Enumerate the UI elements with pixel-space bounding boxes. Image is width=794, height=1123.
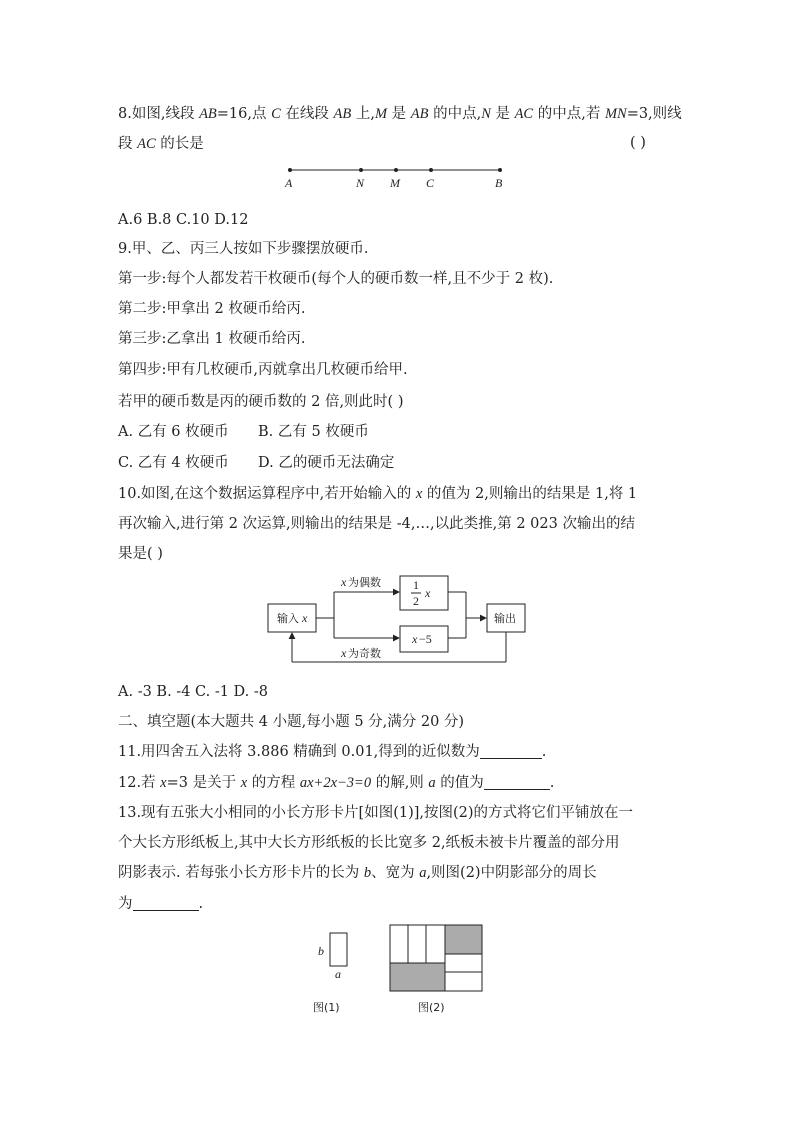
q13-line3 — [118, 864, 597, 882]
point-dot — [359, 168, 363, 172]
minus-value: −5 — [419, 632, 432, 646]
point-label-c: C — [426, 176, 435, 190]
q13-text: 阴影表示. 若每张小长方形卡片的长为 — [118, 865, 364, 881]
q11-line — [118, 743, 546, 761]
q8-text: 的长是 — [155, 136, 204, 152]
fig2-caption: 图(2) — [418, 1001, 445, 1014]
shaded-region-bottom — [390, 963, 445, 991]
q8-line2 — [118, 135, 204, 153]
q8-line1 — [118, 105, 682, 123]
q9-title: 9.甲、乙、丙三人按如下步骤摆放硬币. — [118, 241, 369, 257]
q9-option-a: A. 乙有 6 枚硬币 — [118, 424, 229, 440]
q11-text: 11.用四舍五入法将 3.886 精确到 0.01,得到的近似数为 — [118, 744, 480, 760]
q9-option-d: D. 乙的硬币无法确定 — [258, 455, 395, 471]
q10-line1 — [118, 485, 637, 503]
point-dot — [498, 168, 502, 172]
point-label-b: B — [495, 176, 503, 190]
q13-answer-blank — [133, 896, 199, 911]
q8-text: 的中点, — [428, 106, 482, 122]
q9-option-b: B. 乙有 5 枚硬币 — [258, 424, 369, 440]
q13-line1: 13.现有五张大小相同的小长方形卡片[如图(1)],按图(2)的方式将它们平铺放在一 — [118, 805, 634, 821]
q12-var: x — [160, 775, 167, 791]
q13-text: 为 — [118, 896, 133, 912]
q12-var: x — [240, 775, 248, 791]
q8-var: MN — [604, 106, 627, 122]
fig1-b-label: b — [318, 944, 324, 958]
input-label: 输入 — [277, 612, 299, 625]
q12-text: 是关于 — [187, 775, 241, 791]
q12-equation: ax+2x−3=0 — [299, 775, 372, 791]
q8-var: AC — [137, 136, 156, 152]
q10-flowchart — [0, 570, 794, 670]
q8-var: N — [481, 106, 491, 122]
q13-end: . — [198, 896, 204, 912]
q9-question: 若甲的硬币数是丙的硬币数的 2 倍,则此时( ) — [118, 394, 404, 410]
q12-text: 的方程 — [247, 775, 300, 791]
q8-answer-paren: ( ) — [630, 135, 646, 151]
q9-step2: 第二步:甲拿出 2 枚硬币给丙. — [118, 301, 306, 317]
shaded-region-top — [445, 925, 482, 954]
point-label-n: N — [356, 176, 365, 190]
even-label: 为偶数 — [348, 576, 381, 589]
q8-var: M — [374, 106, 388, 122]
q12-line — [118, 774, 554, 792]
q13-line4 — [118, 895, 203, 913]
q8-var: AC — [514, 106, 534, 122]
odd-var: x — [341, 646, 347, 660]
q10-line2: 再次输入,进行第 2 次运算,则输出的结果是 -4,…,以此类推,第 2 023 次输出的结 — [118, 516, 635, 532]
even-var: x — [341, 575, 347, 589]
q8-var: AB — [410, 106, 429, 122]
q8-text: =16,点 — [216, 106, 272, 122]
point-dot — [288, 168, 292, 172]
q12-var: a — [428, 775, 436, 791]
q8-var: AB — [333, 106, 352, 122]
q11-answer-blank — [480, 744, 542, 759]
section2-title: 二、填空题(本大题共 4 小题,每小题 5 分,满分 20 分) — [118, 714, 465, 730]
q12-end: . — [549, 775, 555, 791]
q9-step4: 第四步:甲有几枚硬币,丙就拿出几枚硬币给甲. — [118, 362, 408, 378]
point-label-a: A — [285, 176, 293, 190]
point-dot — [394, 168, 398, 172]
output-label: 输出 — [494, 612, 516, 625]
q13-var: a — [419, 865, 427, 881]
small-card — [330, 933, 347, 966]
q8-text: 上, — [351, 106, 375, 122]
q8-text: 是 — [387, 106, 411, 122]
q10-var: x — [415, 486, 423, 502]
q8-text: 段 — [118, 136, 138, 152]
input-var: x — [302, 611, 308, 625]
half-den: 2 — [413, 594, 419, 608]
q9-step3: 第三步:乙拿出 1 枚硬币给丙. — [118, 331, 306, 347]
q11-end: . — [541, 744, 547, 760]
q8-segment-figure — [0, 164, 794, 194]
q9-option-c: C. 乙有 4 枚硬币 — [118, 455, 229, 471]
q8-var: AB — [199, 106, 217, 122]
q12-answer-blank — [484, 775, 550, 790]
point-dot — [429, 168, 433, 172]
q13-text: ,则图(2)中阴影部分的周长 — [426, 865, 597, 881]
q12-text: 12.若 — [118, 775, 161, 791]
q10-options: A. -3 B. -4 C. -1 D. -8 — [118, 684, 269, 700]
fig1-a-label: a — [335, 967, 341, 981]
q10-text: 10.如图,在这个数据运算程序中,若开始输入的 — [118, 486, 416, 502]
q8-text: 在线段 — [280, 106, 334, 122]
q10-text: 的值为 2,则输出的结果是 1,将 1 — [422, 486, 638, 502]
q12-text: =3 — [166, 775, 188, 791]
q12-text: 的解,则 — [371, 775, 429, 791]
half-num: 1 — [413, 578, 419, 592]
q8-text: =3,则线 — [626, 106, 682, 122]
odd-label: 为奇数 — [348, 647, 381, 660]
q13-var: b — [363, 865, 372, 881]
q13-figures — [0, 920, 794, 1030]
q9-step1: 第一步:每个人都发若干枚硬币(每个人的硬币数一样,且不少于 2 枚). — [118, 271, 554, 287]
q8-text: 是 — [490, 106, 515, 122]
q13-text: 、宽为 — [371, 865, 420, 881]
q8-text: 8.如图,线段 — [118, 106, 200, 122]
half-box — [400, 576, 448, 610]
fig1-caption: 图(1) — [313, 1001, 340, 1014]
q12-text: 的值为 — [435, 775, 484, 791]
q8-var: C — [271, 106, 281, 122]
q8-text: 的中点,若 — [533, 106, 605, 122]
point-label-m: M — [390, 176, 400, 190]
q8-options: A.6 B.8 C.10 D.12 — [118, 212, 249, 228]
minus-var: x — [412, 632, 418, 646]
q13-line2: 个大长方形纸板上,其中大长方形纸板的长比宽多 2,纸板未被卡片覆盖的部分用 — [118, 835, 620, 851]
half-var: x — [425, 586, 431, 600]
q10-line3: 果是( ) — [118, 546, 163, 562]
